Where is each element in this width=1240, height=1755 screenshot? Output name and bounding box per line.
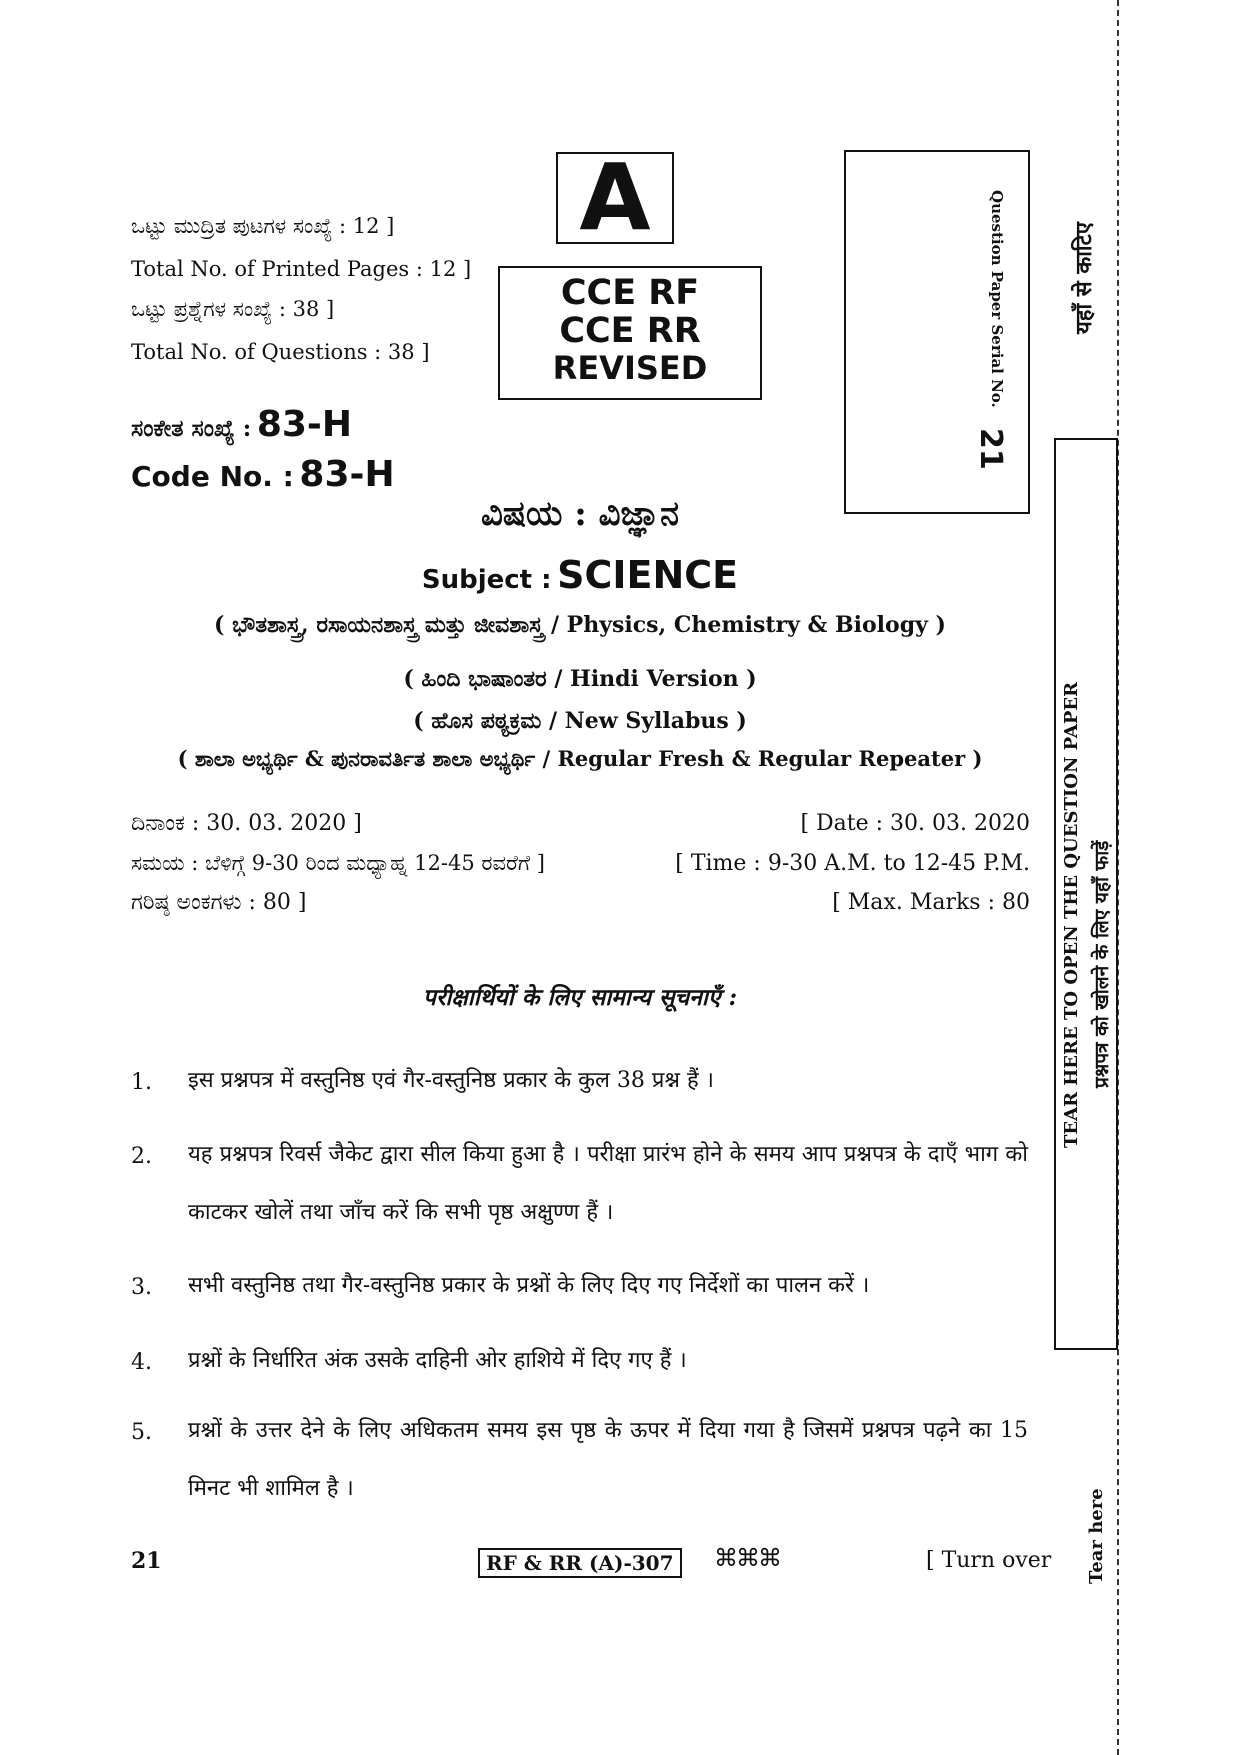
exam-type-box (498, 266, 762, 400)
cut-here-hindi: यहाँ से काटिए (1071, 222, 1097, 334)
code-kn-value: 83-H (256, 404, 352, 445)
max-marks-kannada: ಗರಿಷ್ಠ ಅಂಕಗಳು : 80 ] (131, 890, 307, 915)
turn-over-label: [ Turn over (926, 1548, 1052, 1573)
instruction-item: सभी वस्तुनिष्ठ तथा गैर-वस्तुनिष्ठ प्रकार के प्रश्नों के लिए दिए गए निर्देशों का पालन करें । (188, 1273, 870, 1298)
ornament-glyphs: ⌘⌘⌘ (714, 1544, 780, 1572)
pages-count-english: Total No. of Printed Pages : 12 ] (131, 257, 472, 281)
code-en-value: 83-H (299, 454, 395, 495)
code-kn-label: ಸಂಕೇತ ಸಂಖ್ಯೆ : (131, 415, 252, 442)
language-version: ( ಹಿಂದಿ ಭಾಷಾಂತರ / Hindi Version ) (403, 666, 757, 692)
questions-count-kannada: ಒಟ್ಟು ಪ್ರಶ್ನೆಗಳ ಸಂಖ್ಯೆ : 38 ] (131, 297, 335, 321)
exam-type-line-3: REVISED (552, 349, 708, 387)
pages-count-kannada: ಒಟ್ಟು ಮುದ್ರಿತ ಪುಟಗಳ ಸಂಖ್ಯೆ : 12 ] (131, 214, 395, 238)
instruction-item: इस प्रश्नपत्र में वस्तुनिष्ठ एवं गैर-वस्तुनिष्ठ प्रकार के कुल 38 प्रश्न हैं । (188, 1068, 714, 1093)
code-number-kannada (131, 404, 352, 445)
tear-here-label: Tear here (1086, 1488, 1107, 1584)
instruction-number: 5. (131, 1420, 152, 1445)
instructions-title: परीक्षार्थियों के लिए सामान्य सूचनाएँ : (422, 984, 738, 1011)
page-number: 21 (131, 1548, 162, 1574)
subject-kannada: ವಿಷಯ : ವಿಜ್ಞಾನ (480, 494, 680, 534)
subject-branches: ( ಭೌತಶಾಸ್ತ್ರ, ರಸಾಯನಶಾಸ್ತ್ರ ಮತ್ತು ಜೀವಶಾಸ್ತ್ರ / Physics, Chemistry & Biology ) (214, 612, 946, 638)
ornament-icon (714, 1544, 780, 1572)
questions-count-english: Total No. of Questions : 38 ] (131, 340, 430, 364)
subject-label: Subject : (421, 565, 552, 595)
paper-set-letter: A (556, 152, 674, 244)
instruction-number: 1. (131, 1070, 152, 1095)
instruction-item: प्रश्नों के निर्धारित अंक उसके दाहिनी ओर हाशिये में दिए गए हैं । (188, 1348, 687, 1373)
tear-here-wrap (1086, 1488, 1182, 1605)
serial-number-wrap (972, 428, 1014, 470)
time-english: [ Time : 9-30 A.M. to 12-45 P.M. (675, 851, 1030, 876)
syllabus-type: ( ಹೊಸ ಪಠ್ಯಕ್ರಮ / New Syllabus ) (413, 708, 747, 734)
code-number-english (131, 454, 395, 495)
candidate-type: ( ಶಾಲಾ ಅಭ್ಯರ್ಥಿ & ಪುನರಾವರ್ತಿತ ಶಾಲಾ ಅಭ್ಯರ್ಥಿ / Regular Fresh & Regular Repeater ) (177, 746, 983, 771)
paper-code: RF & RR (A)-307 (478, 1548, 682, 1578)
serial-label: Question Paper Serial No. (988, 190, 1006, 408)
instruction-number: 2. (131, 1144, 152, 1169)
instruction-item: यह प्रश्नपत्र रिवर्स जैकेट द्वारा सील किया हुआ है । परीक्षा प्रारंभ होने के समय आप प्रश्नपत्र के दाएँ भाग को काटकर खोलें तथा जाँच करें कि सभी पृष्ठ अक्षुण्ण हैं । (188, 1142, 1028, 1225)
time-kannada: ಸಮಯ : ಬೆಳಿಗ್ಗೆ 9-30 ರಿಂದ ಮಧ್ಯಾಹ್ನ 12-45 ರವರೆಗೆ ] (131, 851, 545, 875)
instruction-number: 3. (131, 1275, 152, 1300)
cut-here-hindi-wrap (1068, 222, 1180, 364)
tear-instruction-hindi: प्रश्नपत्र को खोलने के लिए यहाँ फाड़ें (1091, 840, 1113, 1088)
max-marks-english: [ Max. Marks : 80 (832, 890, 1030, 915)
tear-instruction-english: TEAR HERE TO OPEN THE QUESTION PAPER (1061, 681, 1082, 1148)
date-english: [ Date : 30. 03. 2020 (800, 811, 1030, 836)
date-kannada: ದಿನಾಂಕ : 30. 03. 2020 ] (131, 811, 362, 836)
instruction-number: 4. (131, 1350, 152, 1375)
exam-type-line-1: CCE RF (560, 273, 700, 313)
exam-type-line-2: CCE RR (559, 311, 701, 351)
instruction-item: प्रश्नों के उत्तर देने के लिए अधिकतम समय इस पृष्ठ के ऊपर में दिया गया है जिसमें प्रश्नपत्र पढ़ने का 15 मिनट भी शामिल है । (188, 1418, 1028, 1501)
tear-hindi-wrap (1088, 840, 1240, 1114)
subject-name: SCIENCE (557, 553, 739, 597)
serial-number: 21 (973, 428, 1008, 470)
code-en-label: Code No. : (131, 460, 294, 493)
subject-english (120, 553, 1040, 597)
